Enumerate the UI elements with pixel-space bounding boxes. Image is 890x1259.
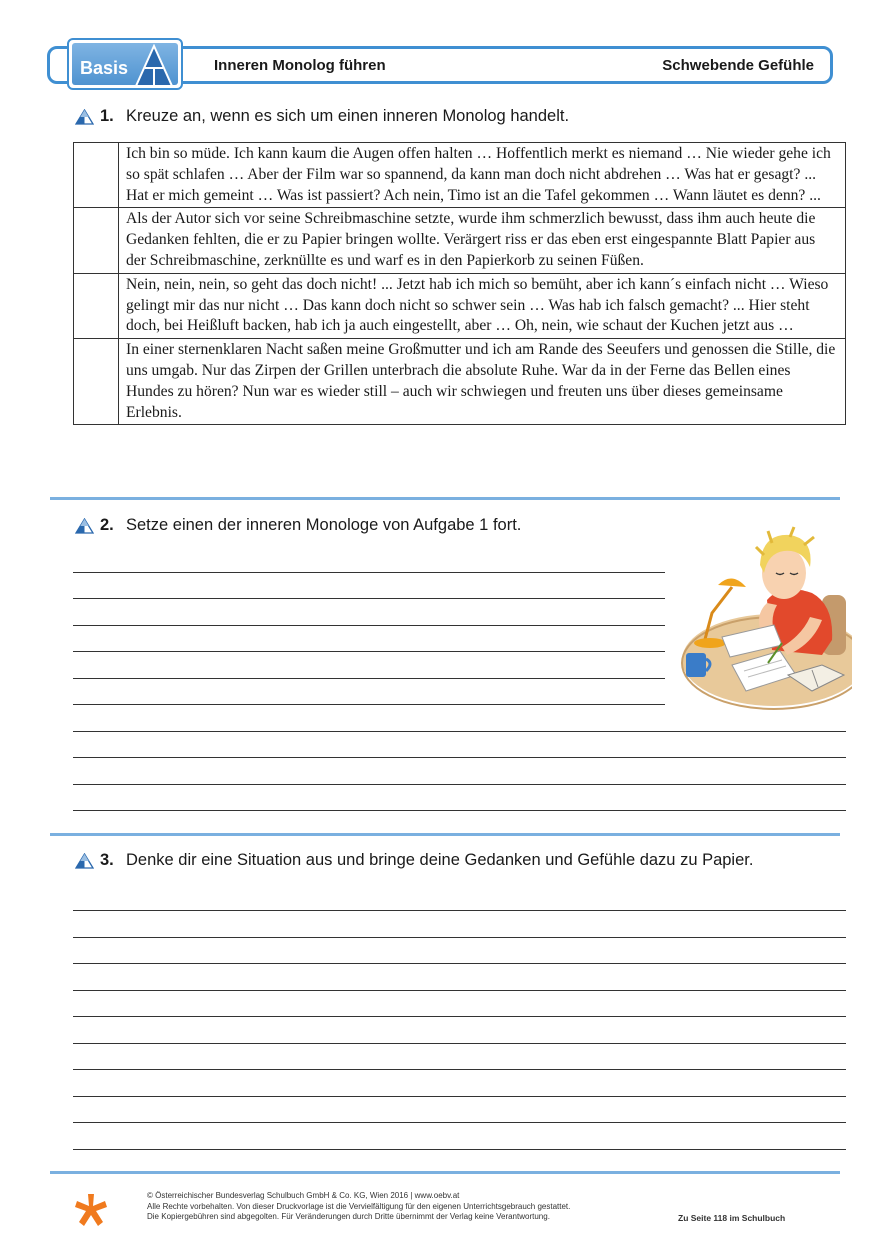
writing-line — [73, 1016, 846, 1017]
writing-line — [73, 1043, 846, 1044]
task-3-heading — [75, 851, 753, 870]
task-2-instruction: Setze einen der inneren Monologe von Aufgabe 1 fort. — [126, 516, 522, 534]
writing-line — [73, 1096, 846, 1097]
writing-line — [73, 625, 665, 626]
writing-line — [73, 572, 665, 573]
writing-line — [73, 1149, 846, 1150]
writing-line — [73, 678, 665, 679]
writing-line — [73, 1069, 846, 1070]
task-3-number: 3. — [100, 851, 114, 869]
section-divider — [50, 1171, 840, 1174]
monolog-text: Ich bin so müde. Ich kann kaum die Augen offen halten … Hoffentlich merkt es niemand … Nie wieder gehe ich so spät schlafen … Aber der Film war so spannend, da kann man doch nicht abdrehen … Was hat er gesagt? ... Hat er mich gemeint … Was ist passiert? Ach nein, Timo ist an die Tafel gekommen … Wann läutet es denn? ... — [119, 143, 846, 208]
level-pyramid-icon — [75, 518, 94, 534]
writing-line — [73, 937, 846, 938]
footer-rights: Alle Rechte vorbehalten. Von dieser Druckvorlage ist die Vervielfältigung für den eigenen Unterrichtsgebrauch gestattet. — [147, 1201, 571, 1211]
table-row — [74, 339, 846, 425]
checkbox-cell[interactable] — [74, 339, 119, 425]
publisher-logo-icon — [72, 1192, 110, 1228]
footer-copyright: © Österreichischer Bundesverlag Schulbuch GmbH & Co. KG, Wien 2016 | www.oebv.at — [147, 1191, 460, 1200]
footer-legal — [147, 1191, 570, 1223]
topic-title: Inneren Monolog führen — [214, 57, 386, 74]
writing-line — [73, 990, 846, 991]
task-1-number: 1. — [100, 107, 114, 125]
checkbox-cell[interactable] — [74, 143, 119, 208]
writing-line — [73, 963, 846, 964]
level-badge — [67, 38, 183, 90]
writing-line — [73, 731, 846, 732]
pyramid-logo-icon — [134, 44, 174, 85]
writing-line — [73, 598, 665, 599]
table-row — [74, 273, 846, 338]
writing-line — [73, 757, 846, 758]
checkbox-cell[interactable] — [74, 273, 119, 338]
section-divider — [50, 497, 840, 500]
writing-line — [73, 784, 846, 785]
boy-studying-illustration — [672, 525, 852, 710]
writing-line — [73, 810, 846, 811]
section-divider — [50, 833, 840, 836]
monolog-text: Als der Autor sich vor seine Schreibmaschine setzte, wurde ihm schmerzlich bewusst, dass ihm auch heute die Gedanken fehlten, die er zu Papier bringen wollte. Verärgert riss er das eben erst eingespannte Blatt Papier aus der Schreibmaschine, zerknüllte es und warf es in den Papierkorb zu seinen Füßen. — [119, 208, 846, 273]
task-1-heading — [75, 107, 569, 126]
table-row — [74, 143, 846, 208]
task-2-heading — [75, 516, 521, 535]
checkbox-cell[interactable] — [74, 208, 119, 273]
writing-line — [73, 910, 846, 911]
monolog-text: In einer sternenklaren Nacht saßen meine Großmutter und ich am Rande des Seeufers und genossen die Stille, die uns umgab. Nur das Zirpen der Grillen unterbrach die absolute Ruhe. War da in der Ferne das Bellen eines Hundes zu hören? Nun war es wieder still – auch wir schwiegen und freuten uns über dieses gemeinsame Erlebnis. — [119, 339, 846, 425]
task-2-number: 2. — [100, 516, 114, 534]
writing-line — [73, 651, 665, 652]
level-badge-label: Basis — [80, 58, 129, 78]
table-row — [74, 208, 846, 273]
monolog-text: Nein, nein, nein, so geht das doch nicht! ... Jetzt hab ich mich so bemüht, aber ich kann´s einfach nicht … Wieso gelingt mir das nur nicht … Das kann doch nicht so schwer sein … Was hab ich falsch gemacht? ... Hier steht doch, bei Heißluft backen, hab ich ja auch eingestellt, aber … Oh, nein, wie schaut der Kuchen jetzt aus … — [119, 273, 846, 338]
task-1-instruction: Kreuze an, wenn es sich um einen inneren Monolog handelt. — [126, 107, 570, 125]
level-pyramid-icon — [75, 109, 94, 125]
schoolbook-reference: Zu Seite 118 im Schulbuch — [678, 1213, 786, 1223]
monolog-table — [73, 142, 846, 425]
task-3-instruction: Denke dir eine Situation aus und bringe deine Gedanken und Gefühle dazu zu Papier. — [126, 851, 754, 869]
writing-line — [73, 704, 665, 705]
writing-line — [73, 1122, 846, 1123]
level-pyramid-icon — [75, 853, 94, 869]
footer-fees: Die Kopiergebühren sind abgegolten. Für Veränderungen durch Dritte übernimmt der Verlag keine Verantwortung. — [147, 1212, 550, 1221]
chapter-title: Schwebende Gefühle — [662, 57, 814, 74]
